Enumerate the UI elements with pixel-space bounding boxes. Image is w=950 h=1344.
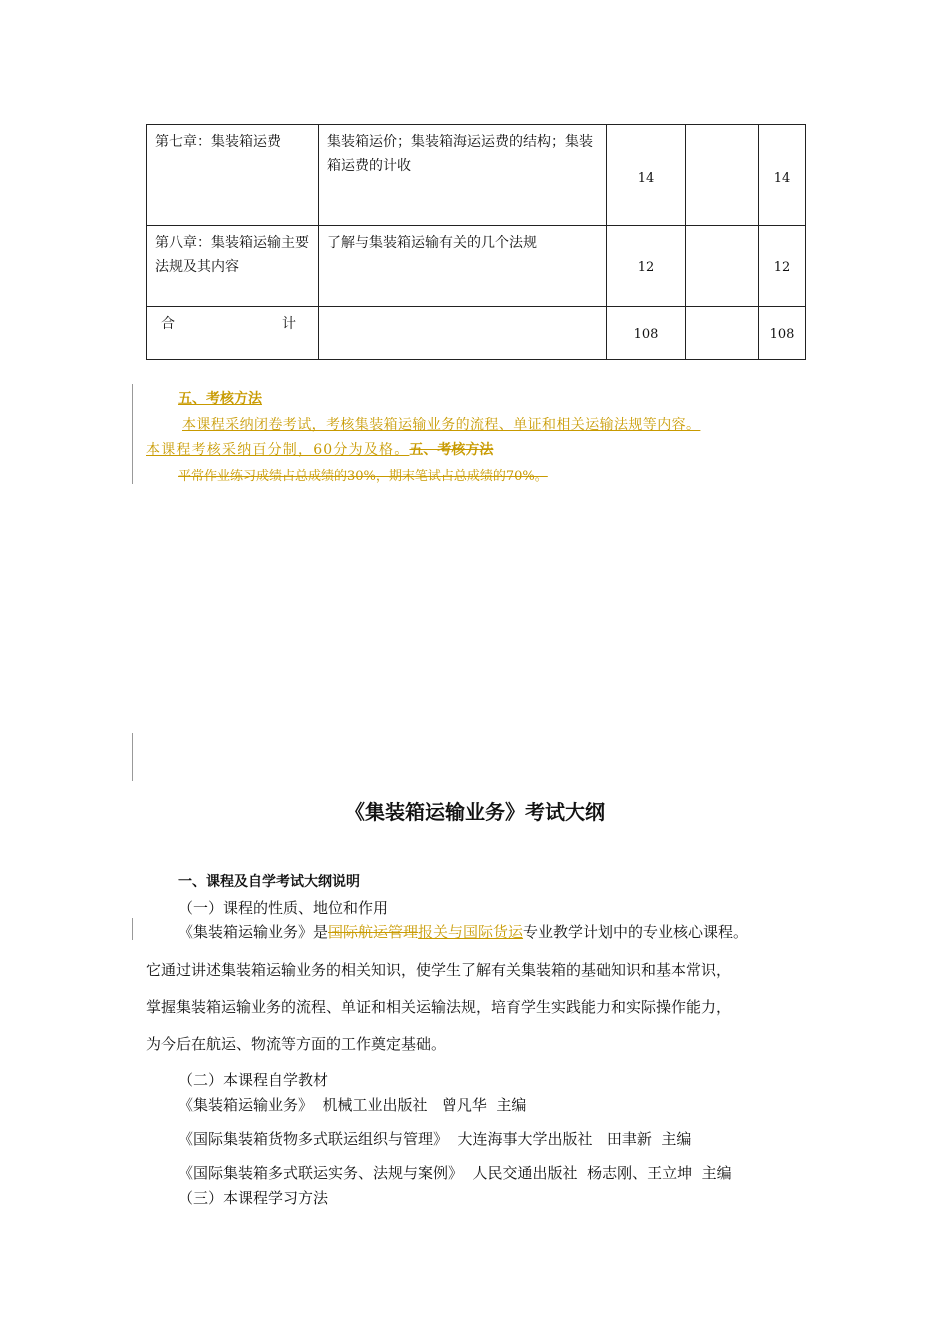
table-row bbox=[147, 125, 806, 226]
total-cell: 12 bbox=[773, 260, 791, 275]
revision-bar bbox=[132, 733, 133, 781]
paragraph-1: 《集装箱运输业务》是国际航运管理报关与国际货运专业教学计划中的专业核心课程。 bbox=[178, 923, 749, 941]
textbook-3: 《国际集装箱多式联运实务、法规与案例》 人民交通出版社 杨志刚、王立坤 主编 bbox=[178, 1164, 732, 1182]
revision-bar bbox=[132, 918, 133, 940]
chapter-cell: 第八章：集装箱运输主要法规及其内容 bbox=[155, 235, 309, 275]
table-row bbox=[147, 226, 806, 307]
sum-extra-cell bbox=[686, 307, 758, 327]
page-title: 《集装箱运输业务》考试大纲 bbox=[345, 800, 605, 824]
revision-bar bbox=[132, 384, 133, 484]
assessment-line2: 本课程考核采纳百分制，60分为及格。五、考核方法 bbox=[146, 442, 494, 458]
textbook-2: 《国际集装箱货物多式联运组织与管理》 大连海事大学出版社 田聿新 主编 bbox=[178, 1130, 692, 1148]
table-row-total bbox=[147, 307, 806, 360]
hours-cell: 14 bbox=[637, 171, 655, 186]
assessment-line1: 本课程采纳闭卷考试，考核集装箱运输业务的流程、单证和相关运输法规等内容。 bbox=[182, 417, 701, 433]
subsection-heading: （二）本课程自学教材 bbox=[178, 1071, 329, 1089]
assessment-line3: 平常作业练习成绩占总成绩的30%，期末笔试占总成绩的70%。 bbox=[178, 469, 548, 484]
extra-cell bbox=[686, 125, 758, 171]
paragraph-4: 为今后在航运、物流等方面的工作奠定基础。 bbox=[146, 1035, 447, 1053]
paragraph-3: 掌握集装箱运输业务的流程、单证和相关运输法规，培育学生实践能力和实际操作能力， bbox=[146, 998, 732, 1016]
sum-hours-cell: 108 bbox=[633, 327, 659, 342]
section-heading: 一、课程及自学考试大纲说明 bbox=[178, 874, 360, 890]
assessment-heading: 五、考核方法 bbox=[178, 391, 262, 407]
subsection-heading: （一）课程的性质、地位和作用 bbox=[178, 899, 389, 917]
paragraph-2: 它通过讲述集装箱运输业务的相关知识，使学生了解有关集装箱的基础知识和基本常识， bbox=[146, 961, 732, 979]
content-cell: 了解与集装箱运输有关的几个法规 bbox=[327, 235, 537, 251]
textbook-1: 《集装箱运输业务》 机械工业出版社 曾凡华 主编 bbox=[178, 1096, 527, 1114]
total-cell: 14 bbox=[773, 171, 791, 186]
extra-cell bbox=[686, 226, 758, 260]
subsection-heading: （三）本课程学习方法 bbox=[178, 1189, 329, 1207]
chapter-cell: 第七章：集装箱运费 bbox=[155, 134, 281, 150]
sum-label: 合 计 bbox=[161, 316, 296, 332]
hours-cell: 12 bbox=[637, 260, 655, 275]
sum-content-cell bbox=[319, 307, 606, 317]
sum-total-cell: 108 bbox=[769, 327, 795, 342]
content-cell: 集装箱运价；集装箱海运运费的结构；集装箱运费的计收 bbox=[327, 134, 593, 174]
hours-table bbox=[146, 124, 806, 360]
